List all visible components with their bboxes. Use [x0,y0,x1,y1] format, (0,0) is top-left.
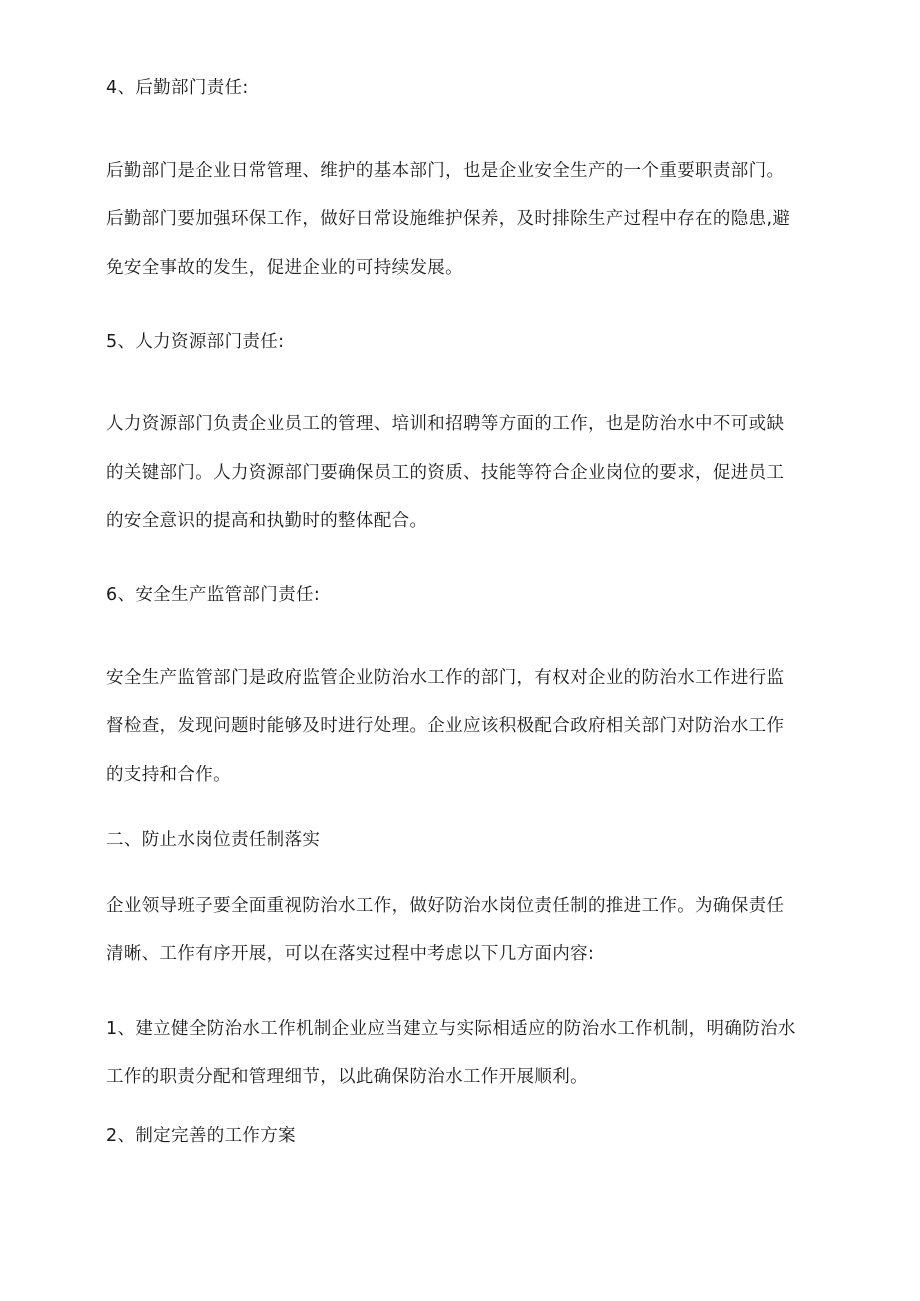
paragraph-line: 后勤部门是企业日常管理、维护的基本部门，也是企业安全生产的一个重要职责部门。 [106,161,785,181]
paragraph-line: 企业领导班子要全面重视防治水工作，做好防治水岗位责任制的推进工作。为确保责任 [106,896,785,916]
paragraph-line: 的支持和合作。 [106,765,231,785]
paragraph-line: 督检查，发现问题时能够及时进行处理。企业应该积极配合政府相关部门对防治水工作 [106,716,785,736]
paragraph-line: 免安全事故的发生，促进企业的可持续发展。 [106,258,463,278]
paragraph-line: 后勤部门要加强环保工作，做好日常设施维护保养，及时排除生产过程中存在的隐患,避 [106,209,791,229]
section-heading-6: 6、安全生产监管部门责任: [106,585,321,605]
section-heading-5: 5、人力资源部门责任: [106,332,285,352]
paragraph-line: 清晰、工作有序开展，可以在落实过程中考虑以下几方面内容: [106,944,595,964]
paragraph-line: 的关键部门。人力资源部门要确保员工的资质、技能等符合企业岗位的要求，促进员工 [106,463,785,483]
section-heading-item-2: 2、制定完善的工作方案 [106,1126,296,1146]
paragraph-line: 安全生产监管部门是政府监管企业防治水工作的部门，有权对企业的防治水工作进行监 [106,668,785,688]
paragraph-line: 1、建立健全防治水工作机制企业应当建立与实际相适应的防治水工作机制，明确防治水 [106,1019,796,1039]
paragraph-line: 的安全意识的提高和执勤时的整体配合。 [106,511,428,531]
paragraph-line: 人力资源部门负责企业员工的管理、培训和招聘等方面的工作，也是防治水中不可或缺 [106,414,785,434]
section-heading-2: 二、防止水岗位责任制落实 [106,830,321,850]
section-heading-4: 4、后勤部门责任: [106,78,249,98]
paragraph-line: 工作的职责分配和管理细节，以此确保防治水工作开展顺利。 [106,1067,588,1087]
